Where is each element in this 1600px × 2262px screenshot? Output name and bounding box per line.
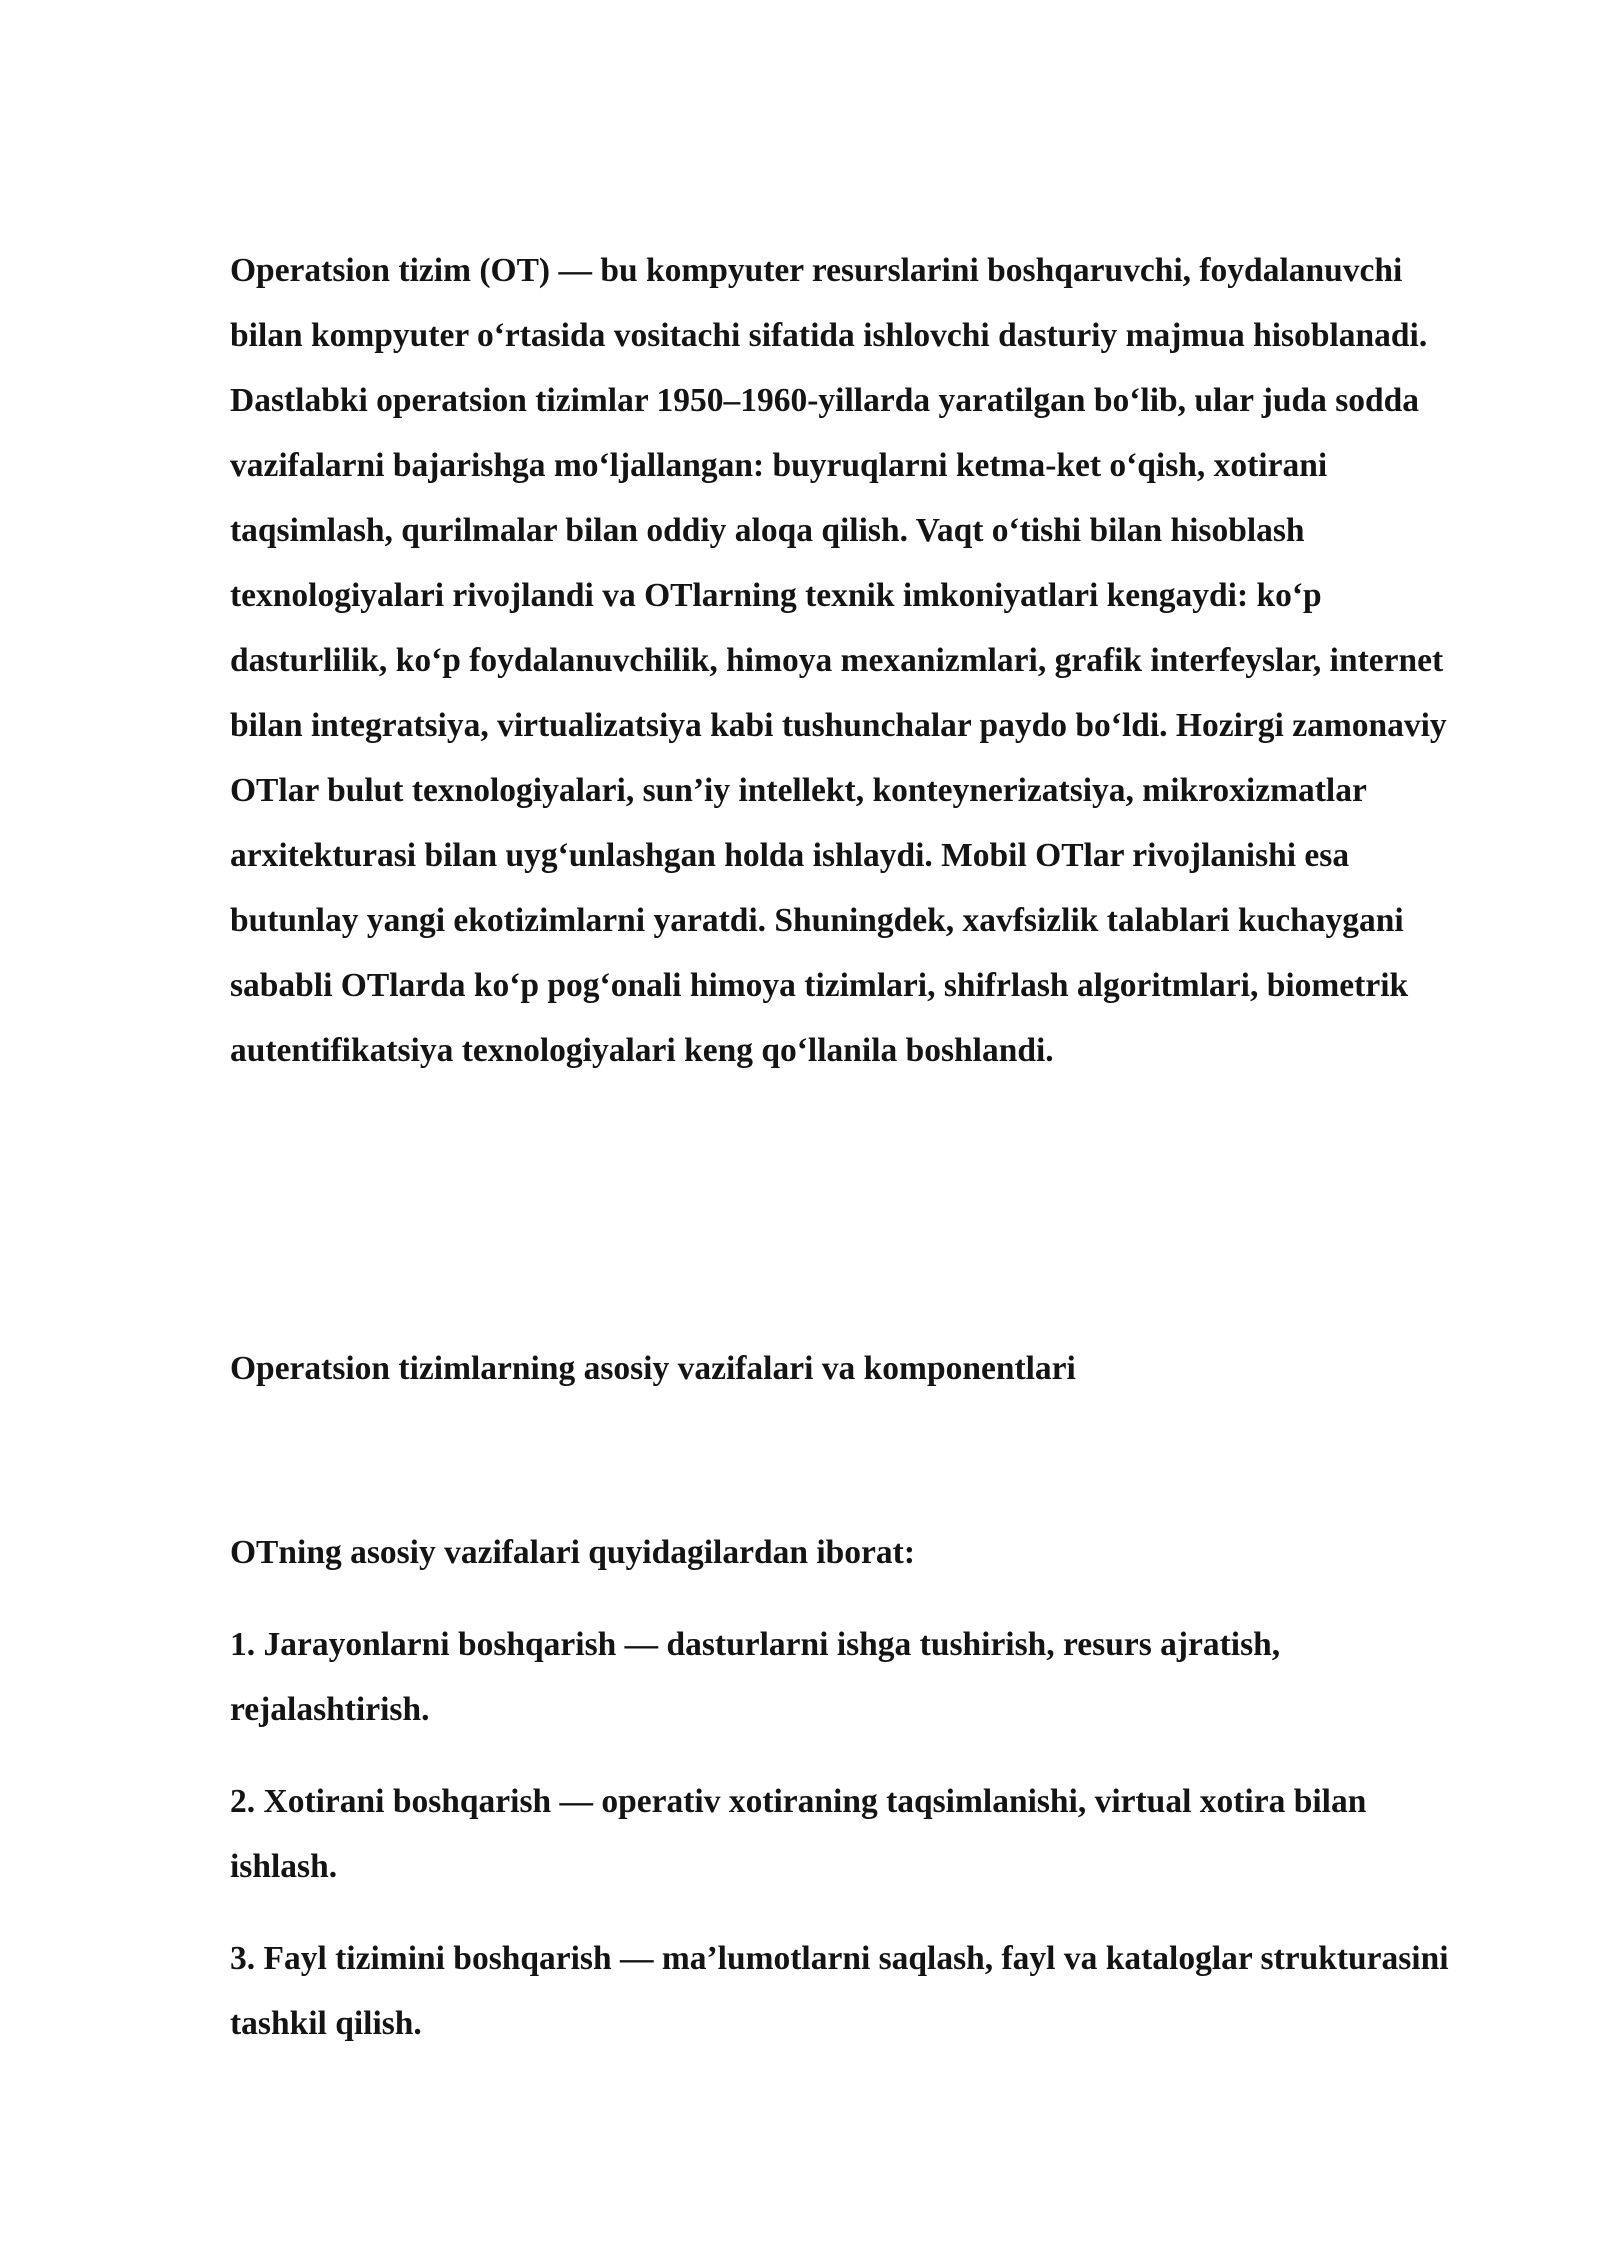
intro-paragraph: Operatsion tizim (OT) — bu kompyuter resurslarini boshqaruvchi, foydalanuvchi bilan kompyuter o‘rtasida vositachi sifatida ishlovchi dasturiy majmua hisoblanadi. Dastlabki operatsion tizimlar 1950–1960-yillarda yaratilgan bo‘lib, ular juda sodda vazifalarni bajarishga mo‘ljallangan: buyruqlarni ketma-ket o‘qish, xotirani taqsimlash, qurilmalar bilan oddiy aloqa qilish. Vaqt o‘tishi bilan hisoblash texnologiyalari rivojlandi va OTlarning texnik imkoniyatlari kengaydi: ko‘p dasturlilik, ko‘p foydalanuvchilik, himoya mexanizmlari, grafik interfeyslar, internet bilan integratsiya, virtualizatsiya kabi tushunchalar paydo bo‘ldi. Hozirgi zamonaviy OTlar bulut texnologiyalari, sun’iy intellekt, konteynerizatsiya, mikroxizmatlar arxitekturasi bilan uyg‘unlashgan holda ishlaydi. Mobil OTlar rivojlanishi esa butunlay yangi ekotizimlarni yaratdi. Shuningdek, xavfsizlik talablari kuchaygani sababli OTlarda ko‘p pog‘onali himoya tizimlari, shifrlash algoritmlari, biometrik autentifikatsiya texnologiyalari keng qo‘llanila boshlandi.	[230, 252, 1447, 1069]
list-lead-text: OTning asosiy vazifalari quyidagilardan iborat:	[230, 1534, 915, 1571]
list-item: 2. Xotirani boshqarish — operativ xotiraning taqsimlanishi, virtual xotira bilan ishlash.	[230, 1783, 1367, 1885]
list-item: 1. Jarayonlarni boshqarish — dasturlarni ishga tushirish, resurs ajratish, rejalashtirish.	[230, 1626, 1281, 1728]
document-body	[230, 238, 1480, 2042]
functions-list	[230, 1612, 1480, 2083]
list-item: 3. Fayl tizimini boshqarish — ma’lumotlarni saqlash, fayl va kataloglar strukturasini tashkil qilish.	[230, 1940, 1449, 2042]
section-heading: Operatsion tizimlarning asosiy vazifalari va komponentlari	[230, 1350, 1076, 1387]
